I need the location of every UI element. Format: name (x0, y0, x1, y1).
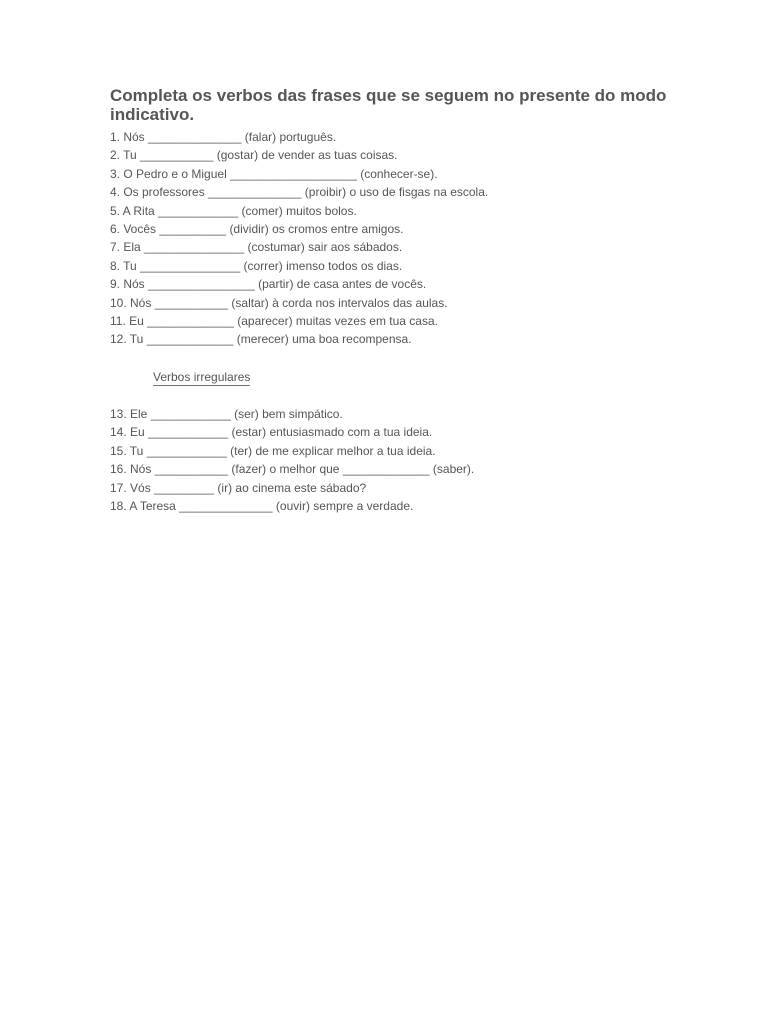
exercise-item-8: 8. Tu _______________ (correr) imenso todos os dias. (110, 258, 403, 273)
exercise-item-5: 5. A Rita ____________ (comer) muitos bolos. (110, 203, 357, 218)
section-heading-irregular-verbs: Verbos irregulares (153, 370, 251, 384)
exercise-item-18: 18. A Teresa ______________ (ouvir) sempre a verdade. (110, 498, 414, 513)
exercise-list-irregular (110, 405, 710, 515)
exercise-item-11: 11. Eu _____________ (aparecer) muitas vezes em tua casa. (110, 313, 438, 328)
exercise-item-14: 14. Eu ____________ (estar) entusiasmado com a tua ideia. (110, 425, 433, 440)
exercise-item-2: 2. Tu ___________ (gostar) de vender as tuas coisas. (110, 148, 398, 163)
exercise-list-regular (110, 128, 710, 349)
exercise-item-10: 10. Nós ___________ (saltar) à corda nos intervalos das aulas. (110, 295, 448, 310)
exercise-item-4: 4. Os professores ______________ (proibir) o uso de fisgas na escola. (110, 185, 489, 200)
page-title: Completa os verbos das frases que se seguem no presente do modo indicativo. (110, 86, 667, 124)
exercise-item-6: 6. Vocês __________ (dividir) os cromos entre amigos. (110, 221, 404, 236)
exercise-item-3: 3. O Pedro e o Miguel ___________________ (conhecer-se). (110, 166, 438, 181)
exercise-item-13: 13. Ele ____________ (ser) bem simpático. (110, 407, 343, 421)
exercise-item-12: 12. Tu _____________ (merecer) uma boa recompensa. (110, 332, 412, 347)
exercise-item-16: 16. Nós ___________ (fazer) o melhor que _____________ (saber). (110, 462, 475, 477)
exercise-item-1: 1. Nós ______________ (falar) português. (110, 130, 337, 144)
exercise-item-7: 7. Ela _______________ (costumar) sair aos sábados. (110, 240, 403, 255)
exercise-item-17: 17. Vós _________ (ir) ao cinema este sábado? (110, 480, 367, 495)
exercise-item-9: 9. Nós ________________ (partir) de casa antes de vocês. (110, 277, 427, 292)
exercise-item-15: 15. Tu ____________ (ter) de me explicar melhor a tua ideia. (110, 443, 436, 458)
